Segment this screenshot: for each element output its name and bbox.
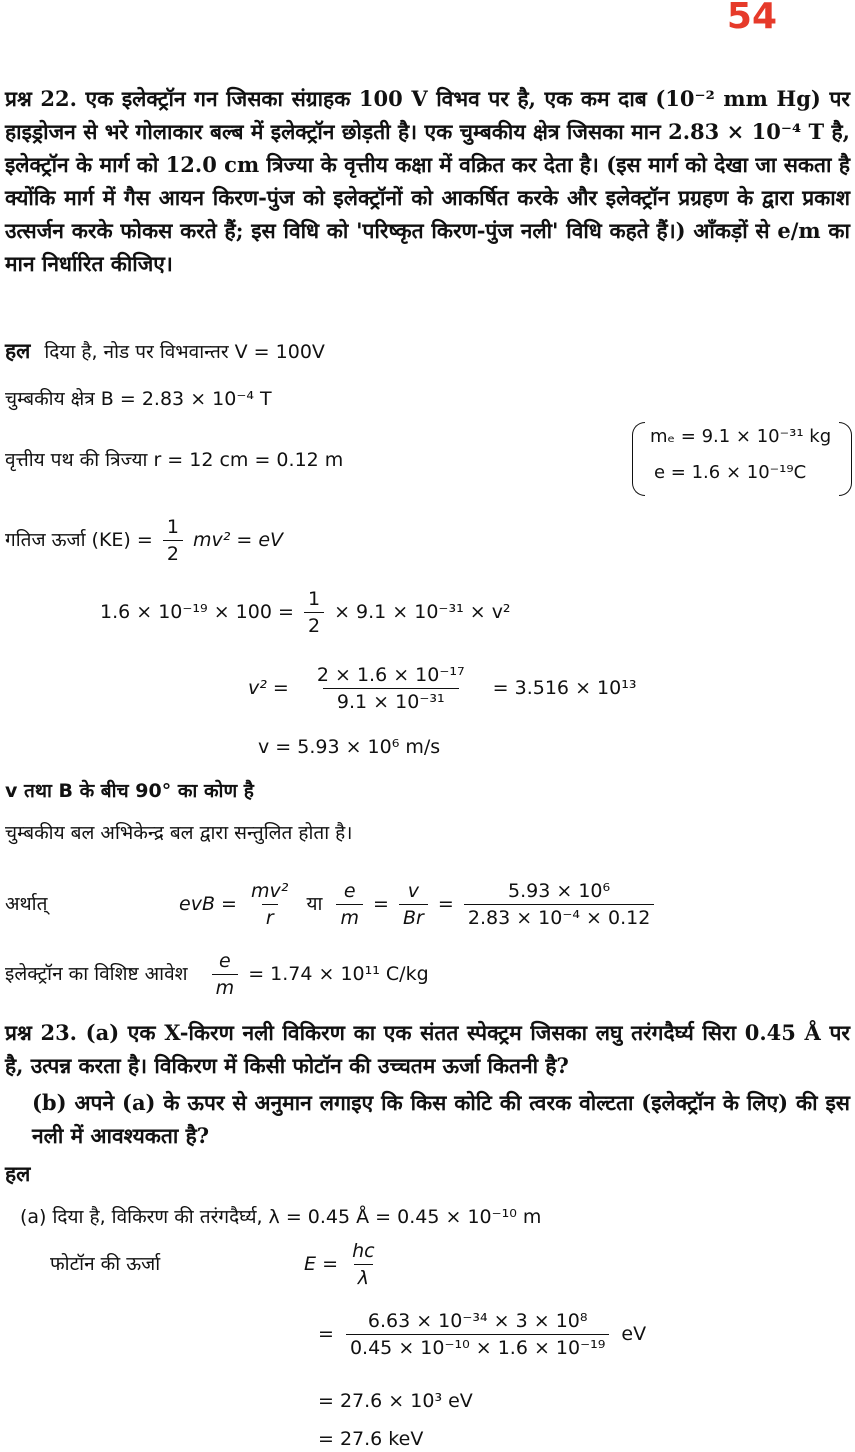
solution-22-given-radius: वृत्तीय पथ की त्रिज्या r = 12 cm = 0.12 m [5,449,344,471]
right-paren [839,422,852,496]
photon-energy-calculation: = $\frac{\text{6.63 × 10⁻³⁴ × 3 × 10⁸}}{\text{0.45 × 10⁻¹⁰ × 1.6 × 10⁻¹⁹}}$ eV [318,1310,647,1359]
angle-note: v तथा B के बीच 90° का कोण है [5,780,254,802]
energy-balance-equation: 1.6 × 10⁻¹⁹ × 100 = $\frac{1}{2}$ × 9.1 × 10⁻³¹ × v² [100,588,511,637]
force-balance-note: चुम्बकीय बल अभिकेन्द्र बल द्वारा सन्तुलित होता है। [5,822,353,844]
photon-energy-result-ev: = 27.6 × 10³ eV [318,1390,473,1412]
question-22-text: एक इलेक्ट्रॉन गन जिसका संग्राहक 100 V विभव पर है, एक कम दाब (10⁻² mm Hg) पर हाइड्रोजन से भरे गोलाकार बल्ब में इलेक्ट्रॉन छोड़ती है। एक चुम्बकीय क्षेत्र जिसका मान 2.83 × 10⁻⁴ T है, इलेक्ट्रॉन के मार्ग को 12.0 cm त्रिज्या के वृत्तीय कक्षा में वक्रित कर देता है। (इस मार्ग को देखा जा सकता है क्योंकि मार्ग में गैस आयन किरण-पुंज को इलेक्ट्रॉनों को आकर्षित करके और इलेक्ट्रॉन प्रग्रहण के द्वारा प्रकाश उत्सर्जन करके फोकस करते हैं; इस विधि को 'परिष्कृत किरण-पुंज नली' विधि कहते हैं।) आँकड़ों से e/m का मान निर्धारित कीजिए। [5,86,850,276]
photon-energy-equation: फोटॉन की ऊर्जा E = $\frac{hc}{\lambda}$ [50,1240,375,1289]
question-22-label: प्रश्न 22. [5,86,77,111]
specific-charge-equation: अर्थात् evB = $\frac{\text{mv²}}{r}$ या $\frac{e}{m}$ = $\frac{v}{Br}$ = $\frac{\text{5.93 × 10⁶}}{\text{2.83 × 10⁻⁴ × 0.12}}$ [5,880,658,929]
v-squared-equation: v² = $\frac{\text{2 × 1.6 × 10⁻¹⁷}}{\text{9.1 × 10⁻³¹}}$ = 3.516 × 10¹³ [248,664,637,713]
const-electron-charge: e = 1.6 × 10⁻¹⁹C [654,462,807,483]
question-23-label: प्रश्न 23. [5,1020,77,1045]
solution-22-given-field: चुम्बकीय क्षेत्र B = 2.83 × 10⁻⁴ T [5,388,272,410]
solution-23-given-wavelength: (a) दिया है, विकिरण की तरंगदैर्घ्य, λ = 0.45 Å = 0.45 × 10⁻¹⁰ m [20,1206,542,1228]
kinetic-energy-equation: गतिज ऊर्जा (KE) = $\frac{1}{2}$ mv² = eV [5,516,284,565]
left-paren [632,422,645,496]
question-23 [5,1016,850,1082]
half-fraction: $\frac{1}{2}$ [163,516,183,565]
solution-23-heading: हल [5,1161,31,1186]
specific-charge-result: इलेक्ट्रॉन का विशिष्ट आवेश $\frac{e}{m}$ = 1.74 × 10¹¹ C/kg [5,950,429,999]
constants-box [632,422,852,496]
solution-22-given-voltage: हल दिया है, नोड पर विभवान्तर V = 100V [5,338,325,363]
question-23-part-a: (a) एक X-किरण नली विकिरण का एक संतत स्पेक्ट्रम जिसका लघु तरंगदैर्घ्य सिरा 0.45 Å पर है, उत्पन्न करता है। विकिरण में किसी फोटॉन की उच्चतम ऊर्जा कितनी है? [5,1020,851,1078]
solution-22-heading: हल [5,338,31,363]
const-electron-mass: mₑ = 9.1 × 10⁻³¹ kg [650,426,832,447]
velocity-result: v = 5.93 × 10⁶ m/s [258,736,441,758]
page-number: 54 [726,0,777,37]
question-22 [5,82,850,280]
photon-energy-result-kev: = 27.6 keV [318,1428,424,1450]
question-23-part-b: (b) अपने (a) के ऊपर से अनुमान लगाइए कि किस कोटि की त्वरक वोल्टता (इलेक्ट्रॉन के लिए) की इस नली में आवश्यकता है? [32,1090,850,1148]
